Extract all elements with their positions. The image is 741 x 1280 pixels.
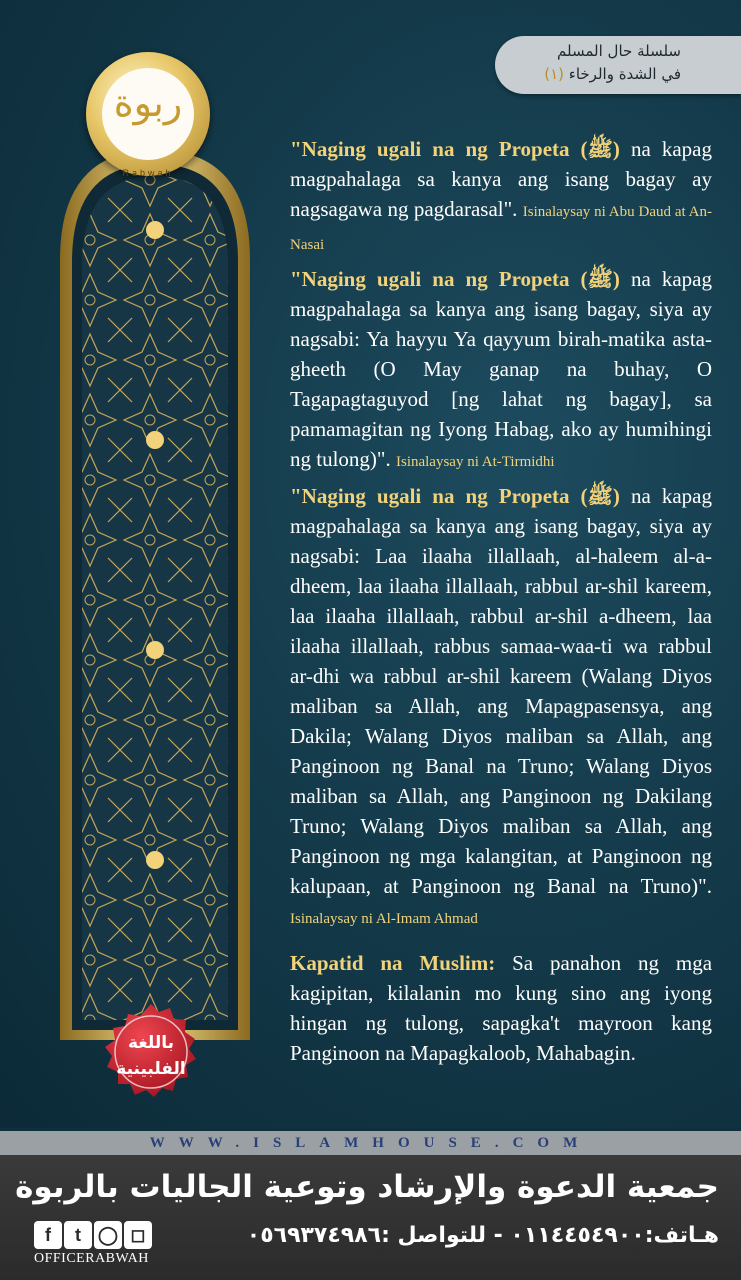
closing-label: Kapatid na Muslim: — [290, 951, 496, 975]
badge-line1: باللغة — [128, 1033, 174, 1053]
series-tag — [495, 36, 741, 94]
language-badge-label — [97, 1030, 205, 1082]
closing-paragraph — [290, 948, 712, 1068]
social-handle[interactable]: OFFICERABWAH — [34, 1251, 149, 1266]
social-links — [34, 1221, 160, 1271]
closing-text: Sa panahon ng mga kagipitan, kilalanin mo kung sino ang iyong hingan ng tulong, sapagka't mayroon kang Panginoon na Mapagkaloob, Mahabagin. — [290, 951, 713, 1065]
hadith-text: na kapag magpahalaga sa kanya ang isang bagay ay nagsagawa ng pagdarasal". — [290, 137, 712, 221]
hadith-quote-lead: "Naging ugali na ng Propeta (ﷺ) — [290, 267, 620, 291]
series-subtitle-text: في الشدة والرخاء — [568, 65, 681, 83]
website-url-bar[interactable] — [0, 1131, 741, 1155]
hadith-paragraph — [290, 134, 712, 260]
hadith-paragraph — [290, 481, 712, 934]
series-title: سلسلة حال المسلم — [557, 42, 681, 60]
rabwah-logo — [86, 52, 210, 176]
hadith-paragraph — [290, 264, 712, 477]
organization-name: جمعية الدعوة والإرشاد وتوعية الجاليات بالربوة — [15, 1169, 719, 1205]
contact-phone: هـاتف:٠١١٤٤٥٤٩٠٠ - للتواصل :٠٥٦٩٣٧٤٩٨٦ — [246, 1223, 719, 1248]
series-subtitle — [544, 65, 681, 83]
hadith-text: na kapag magpahalaga sa kanya ang isang bagay, siya ay nagsabi: Ya hayyu Ya qayyum birah-matika asta-gheeth (O May ganap na buhay, O Tagapagtaguyod [ng lahat ng bagay], sa pamamagitan ng Iyong Habag, ako ay humihingi ng tulong)". — [290, 267, 712, 471]
decorative-arch-pillar — [60, 150, 250, 1040]
hadith-source: Isinalaysay ni At-Tirmidhi — [395, 454, 555, 470]
series-number: (١) — [544, 65, 564, 83]
hadith-text: na kapag magpahalaga sa kanya ang isang bagay, siya ay nagsabi: Laa ilaaha illallaah, al-haleem al-a-dheem, laa ilaaha illallaah, rabbul ar-shil kareem, laa ilaaha illallaah, rabbul ar-shil a-dheem, laa ilaaha illallaah, rabbus samaa-waa-ti wa rabbul ar-dhi wa rabbul ar-shil kareem (Walang Diyos maliban sa Allah, ang Mapagpasensya, ang Dakila; Walang Diyos maliban sa Allah, ang Panginoon ng Banal na Truno; Walang Diyos maliban sa Allah, ang Panginoon ng Dakilang Truno; Walang Diyos maliban sa Allah, ang Panginoon ng mga kalangitan, at Panginoon ng kalupaan, at Panginoon ng Banal na Truno)". — [290, 484, 712, 898]
hadith-source: Isinalaysay ni Al-Imam Ahmad — [290, 911, 478, 927]
hadith-quote-lead: "Naging ugali na ng Propeta (ﷺ) — [290, 137, 620, 161]
hadith-content — [290, 134, 712, 1072]
facebook-icon[interactable]: f — [34, 1221, 62, 1249]
logo-text: Rabwah — [122, 168, 174, 178]
hadith-source: Isinalaysay ni Abu Daud at An-Nasai — [290, 204, 712, 253]
hadith-quote-lead: "Naging ugali na ng Propeta (ﷺ) — [290, 484, 620, 508]
twitter-icon[interactable]: t — [64, 1221, 92, 1249]
footer — [0, 1155, 741, 1280]
logo-mark: ربوة — [113, 81, 183, 125]
instagram-icon[interactable]: ◻ — [124, 1221, 152, 1249]
website-url[interactable]: WWW.ISLAMHOUSE.COM — [149, 1135, 592, 1151]
badge-line2: الفلبينية — [116, 1059, 186, 1079]
snapchat-icon[interactable]: ◯ — [94, 1221, 122, 1249]
